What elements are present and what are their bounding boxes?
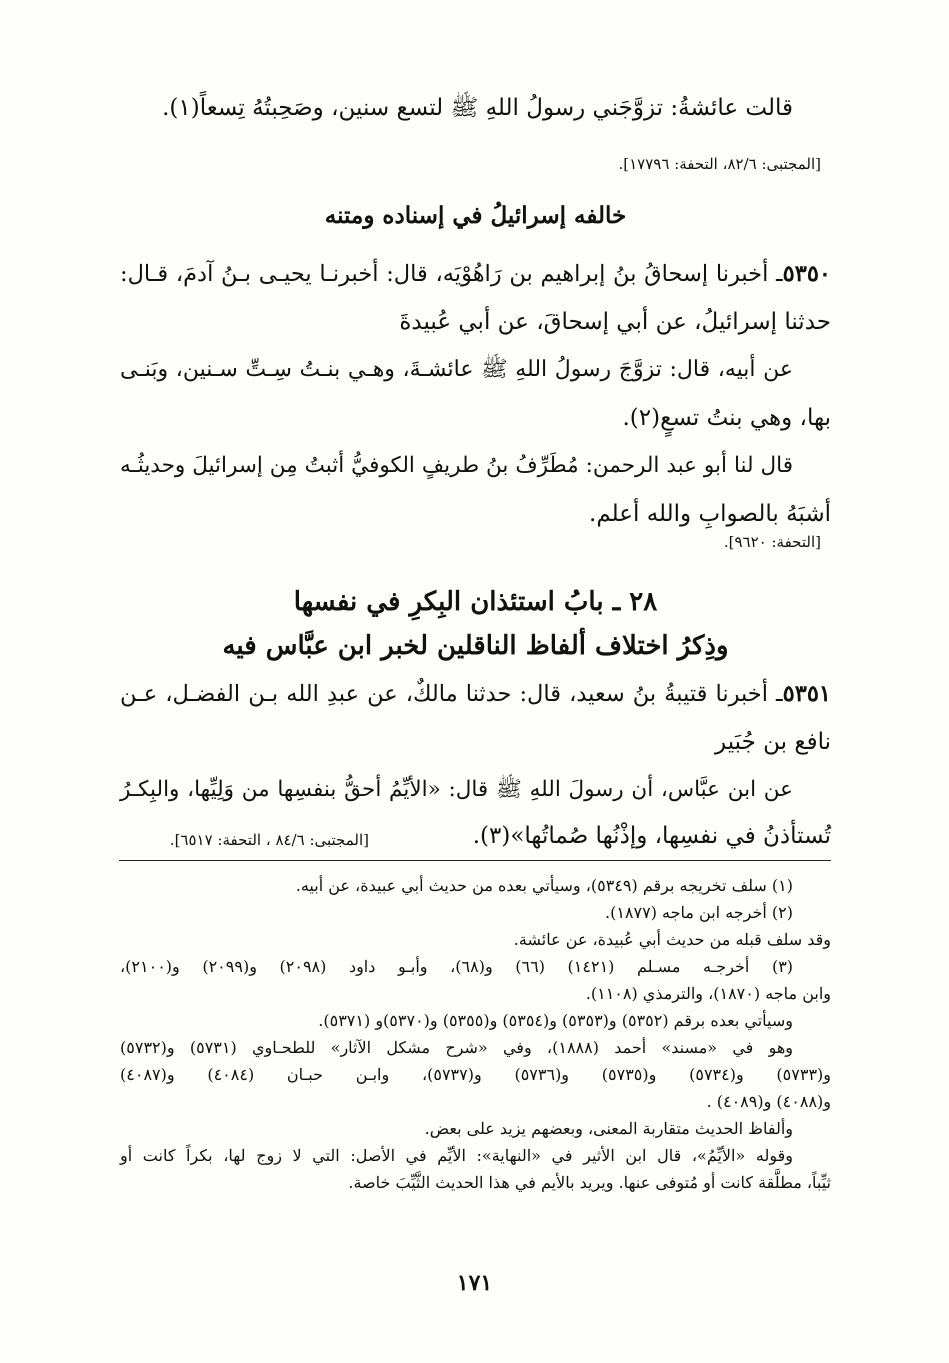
- reference: [المجتبى: ٨٤/٦ ، التحفة: ٦٥١٧].: [169, 831, 369, 849]
- hadith-line: قالت عائشةُ: تزوَّجَني رسولُ اللهِ ﷺ لتسع سنين، وصَحِبتُهُ تِسعاً(١).: [162, 95, 793, 121]
- hadith-matn-line: عن ابن عبَّاس، أن رسولَ اللهِ ﷺ قال: «الأيِّمُ أحقُّ بنفسِها من وَلِيِّها، والبِكـرُ: [120, 777, 793, 802]
- footnotes: [120, 872, 831, 1196]
- footnote-divider: [119, 860, 831, 861]
- chapter-title: ٢٨ ـ بابُ استئذان البِكرِ في نفسها: [293, 587, 658, 617]
- section-heading: خالفه إسرائيلُ في إسناده ومتنه: [324, 202, 627, 229]
- hadith-5350: [120, 250, 831, 538]
- hadith-isnad-line: ٥٣٥٠ـ أخبرنا إسحاقُ بنُ إبراهيم بن رَاهُوْيَه، قال: أخبرنـا يحيـى بـنُ آدمَ، قـال:: [120, 261, 831, 287]
- hadith-isnad-line: ٥٣٥١ـ أخبرنا قتيبةُ بنُ سعيد، قال: حدثنا مالكٌ، عن عبدِ الله بـن الفضـل، عـن: [120, 681, 831, 707]
- footnote: وألفاظ الحديث متقاربة المعنى، وبعضهم يزيد على بعض.: [424, 1119, 793, 1138]
- footnote: (٢) أخرجه ابن ماجه (١٨٧٧).: [605, 903, 793, 922]
- hadith-matn-line: عن أبيه، قال: تزوَّجَ رسولُ اللهِ ﷺ عائشـةَ، وهـي بنـتُ سِـتِّ سـنين، وبَنـى: [120, 357, 793, 382]
- footnote: وابن ماجه (١٨٧٠)، والترمذي (١١٠٨).: [585, 984, 831, 1003]
- footnote: و(٤٠٨٨) و(٤٠٨٩) .: [706, 1092, 831, 1111]
- footnote: وسيأتي بعده برقم (٥٣٥٢) و(٥٣٥٣) و(٥٣٥٤) و(٥٣٥٥) و(٥٣٧٠)و (٥٣٧١).: [318, 1011, 793, 1030]
- hadith-number: ٥٣٥١: [782, 681, 831, 707]
- footnote: ثيِّباً، مطلَّقة كانت أو مُتوفى عنها. ويريد بالأيم في هذا الحديث الثَّيِّبَ خاصة.: [348, 1173, 831, 1192]
- footnote: وقوله «الأيِّمُ»، قال ابن الأثير في «النهاية»: الأيِّم في الأصل: التي لا زوج لها، بكراً كانت أو: [120, 1146, 793, 1165]
- hadith-5351: [120, 670, 831, 814]
- author-comment-line: أشبَهُ بالصوابِ والله أعلم.: [589, 501, 831, 527]
- page-number: ١٧١: [456, 1270, 493, 1296]
- reference: [التحفة: ٩٦٢٠].: [723, 533, 821, 551]
- footnote: (٣) أخرجـه مسـلم (١٤٢١) (٦٦) و(٦٨)، وأبـو داود (٢٠٩٨) و(٢٠٩٩) و(٢١٠٠)،: [120, 957, 794, 976]
- hadith-isnad-line: حدثنا إسرائيلُ، عن أبي إسحاقَ، عن أبي عُبيدةَ: [399, 309, 831, 335]
- hadith-matn-line: تُستأذنُ في نفسِها، وإذْنُها صُماتُها»(٣).: [472, 823, 831, 849]
- reference: [المجتبى: ٨٢/٦، التحفة: ١٧٧٩٦].: [618, 155, 821, 173]
- chapter-subtitle: وذِكرُ اختلاف ألفاظ الناقلين لخبر ابن عبَّاس فيه: [222, 631, 729, 661]
- hadith-matn-line: بها، وهي بنتُ تسعٍ(٢).: [622, 405, 831, 431]
- hadith-isnad-line: نافع بن جُبَير: [715, 729, 831, 755]
- author-comment-line: قال لنا أبو عبد الرحمن: مُطَرِّفُ بنُ طريفٍ الكوفيُّ أثبتُ مِن إسرائيلَ وحديثُـه: [120, 453, 793, 478]
- footnote: وهو في «مسند» أحمد (١٨٨٨)، وفي «شرح مشكل الآثار» للطحـاوي (٥٧٣١) و(٥٧٣٢): [120, 1038, 794, 1057]
- hadith-number: ٥٣٥٠: [782, 261, 831, 287]
- footnote: (١) سلف تخريجه برقم (٥٣٤٩)، وسيأتي بعده من حديث أبي عبيدة، عن أبيه.: [295, 876, 793, 895]
- footnote: و(٥٧٣٣) و(٥٧٣٤) و(٥٧٣٥) و(٥٧٣٦) و(٥٧٣٧)، وابـن حبـان (٤٠٨٤) و(٤٠٨٧): [120, 1065, 832, 1084]
- footnote: وقد سلف قبله من حديث أبي عُبيدة، عن عائشة.: [513, 930, 831, 949]
